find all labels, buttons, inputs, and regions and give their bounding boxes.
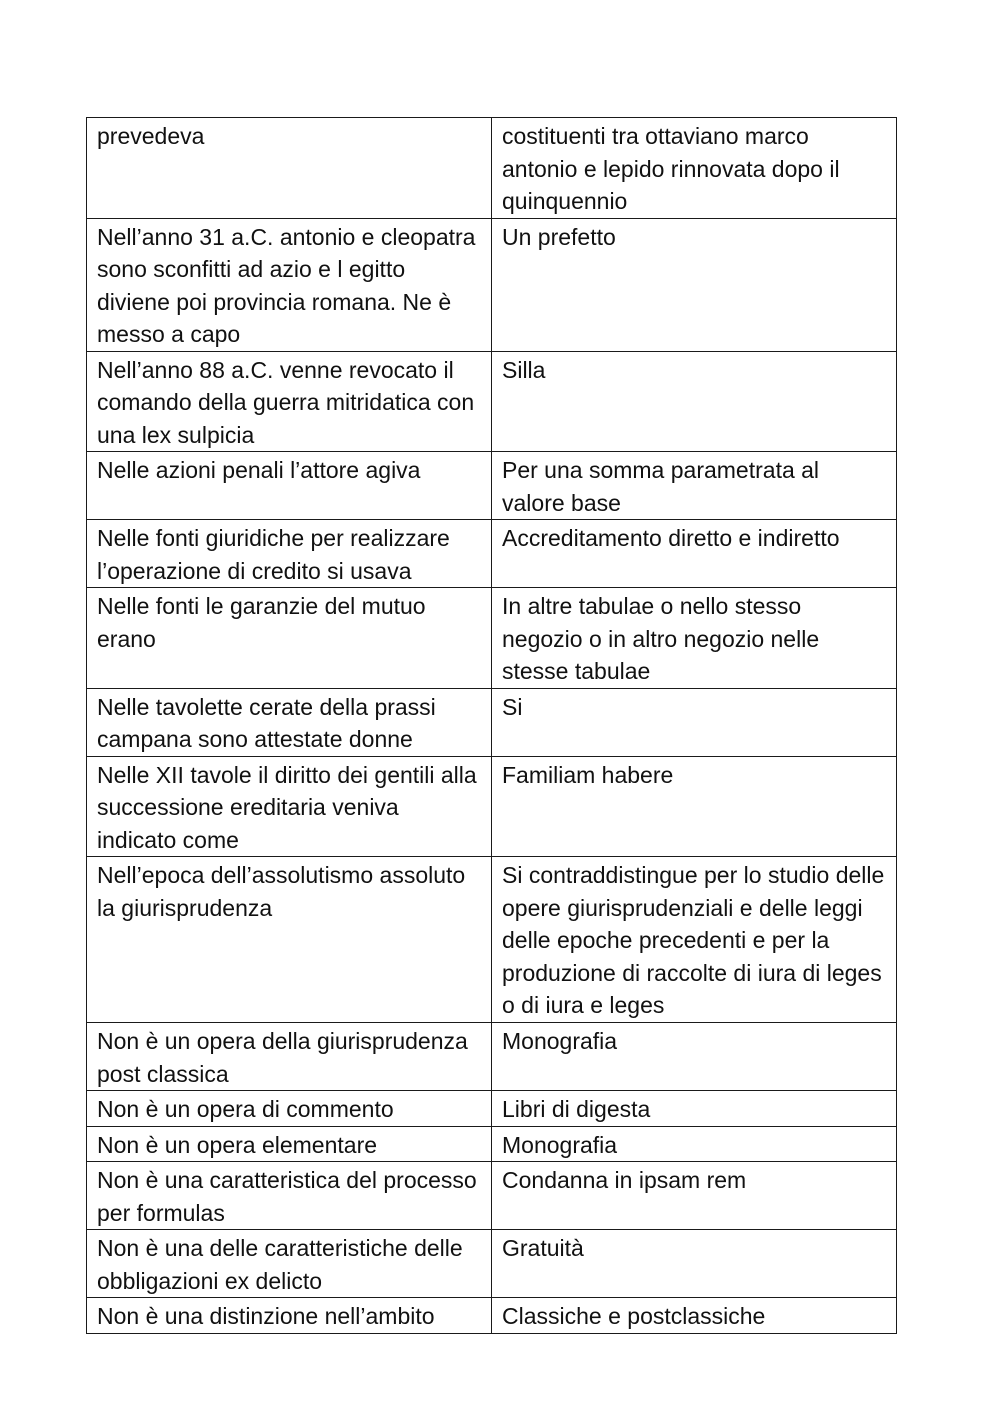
question-cell: Nelle XII tavole il diritto dei gentili alla successione ereditaria veniva indicato come — [87, 756, 492, 857]
question-cell: Non è una caratteristica del processo per formulas — [87, 1162, 492, 1230]
table-row — [87, 1298, 897, 1334]
question-cell: Non è un opera elementare — [87, 1126, 492, 1162]
question-cell: Non è una delle caratteristiche delle obbligazioni ex delicto — [87, 1230, 492, 1298]
answer-cell: Si — [492, 688, 897, 756]
question-cell: Non è un opera di commento — [87, 1091, 492, 1127]
table-row — [87, 756, 897, 857]
question-cell: Non è una distinzione nell’ambito — [87, 1298, 492, 1334]
table-row — [87, 520, 897, 588]
answer-cell: Libri di digesta — [492, 1091, 897, 1127]
table-row — [87, 857, 897, 1023]
answer-cell: Per una somma parametrata al valore base — [492, 452, 897, 520]
table-row — [87, 1126, 897, 1162]
answer-cell: Monografia — [492, 1126, 897, 1162]
table-row — [87, 688, 897, 756]
table-row — [87, 351, 897, 452]
question-cell: Nell’epoca dell’assolutismo assoluto la giurisprudenza — [87, 857, 492, 1023]
question-cell: prevedeva — [87, 118, 492, 219]
table-row — [87, 1162, 897, 1230]
table-row — [87, 1023, 897, 1091]
question-cell: Nelle tavolette cerate della prassi campana sono attestate donne — [87, 688, 492, 756]
answer-cell: Un prefetto — [492, 218, 897, 351]
answer-cell: Monografia — [492, 1023, 897, 1091]
question-cell: Nelle fonti giuridiche per realizzare l’operazione di credito si usava — [87, 520, 492, 588]
question-cell: Nelle azioni penali l’attore agiva — [87, 452, 492, 520]
answer-cell: Familiam habere — [492, 756, 897, 857]
qa-table-body — [87, 118, 897, 1334]
table-row — [87, 1230, 897, 1298]
question-cell: Non è un opera della giurisprudenza post classica — [87, 1023, 492, 1091]
question-cell: Nell’anno 88 a.C. venne revocato il comando della guerra mitridatica con una lex sulpicia — [87, 351, 492, 452]
answer-cell: Accreditamento diretto e indiretto — [492, 520, 897, 588]
question-cell: Nell’anno 31 a.C. antonio e cleopatra sono sconfitti ad azio e l egitto diviene poi provincia romana. Ne è messo a capo — [87, 218, 492, 351]
question-cell: Nelle fonti le garanzie del mutuo erano — [87, 588, 492, 689]
answer-cell: Condanna in ipsam rem — [492, 1162, 897, 1230]
answer-cell: costituenti tra ottaviano marco antonio e lepido rinnovata dopo il quinquennio — [492, 118, 897, 219]
table-row — [87, 452, 897, 520]
answer-cell: Si contraddistingue per lo studio delle opere giurisprudenziali e delle leggi delle epoche precedenti e per la produzione di raccolte di iura di leges o di iura e leges — [492, 857, 897, 1023]
table-row — [87, 1091, 897, 1127]
table-row — [87, 118, 897, 219]
answer-cell: Classiche e postclassiche — [492, 1298, 897, 1334]
answer-cell: In altre tabulae o nello stesso negozio o in altro negozio nelle stesse tabulae — [492, 588, 897, 689]
table-row — [87, 218, 897, 351]
answer-cell: Gratuità — [492, 1230, 897, 1298]
qa-table — [86, 117, 897, 1334]
table-row — [87, 588, 897, 689]
answer-cell: Silla — [492, 351, 897, 452]
